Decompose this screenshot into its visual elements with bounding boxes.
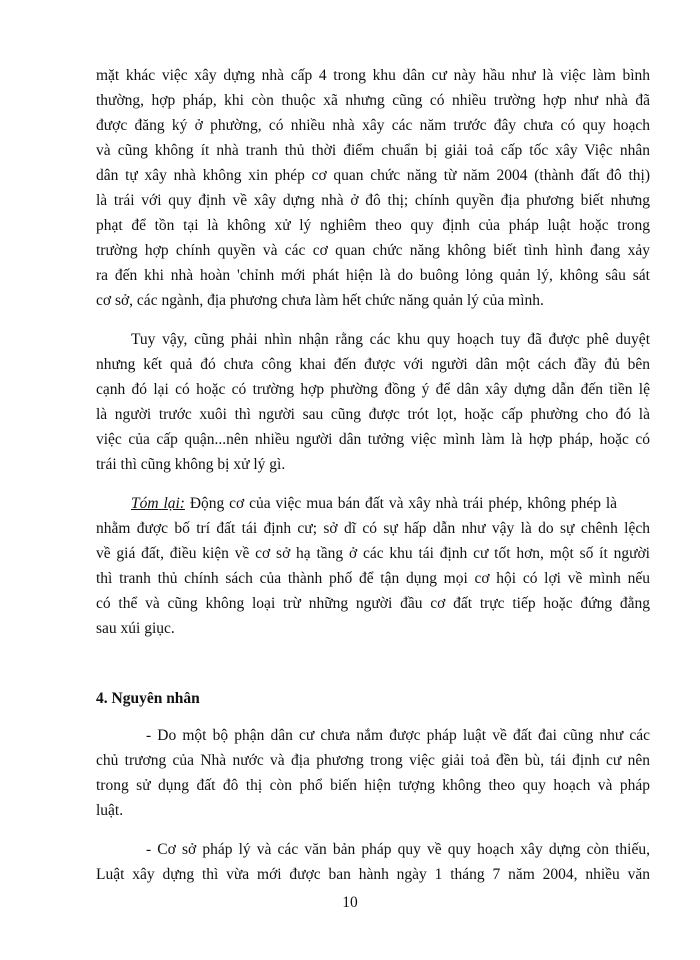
paragraph-1-line: được đăng ký ở phường, có nhiều nhà xây các năm trước đây chưa có quy hoạch (96, 117, 650, 134)
paragraph-1-line: dân tự xây nhà không xin phép cơ quan chức năng từ năm 2004 (thành đất đô thị) (96, 167, 650, 184)
paragraph-1-line: mặt khác việc xây dựng nhà cấp 4 trong khu dân cư này hầu như là việc làm bình (96, 67, 650, 84)
section-heading: 4. Nguyên nhân (96, 690, 200, 707)
paragraph-2-line: trái thì cũng không bị xử lý gì. (96, 456, 286, 473)
page-number: 10 (342, 894, 358, 911)
paragraph-5-line: Luật xây dựng thì vừa mới được ban hành ngày 1 tháng 7 năm 2004, nhiều văn (96, 866, 650, 883)
summary-label: Tóm lại: (131, 495, 185, 512)
paragraph-1-line: phạt để tồn tại là không xử lý nghiêm theo quy định của pháp luật hoặc trong (96, 217, 650, 234)
paragraph-1-line: cơ sở, các ngành, địa phương chưa làm hết chức năng quản lý của mình. (96, 292, 544, 309)
paragraph-1-line: ra đến khi nhà hoàn 'chỉnh mới phát hiện là do buông lỏng quản lý, không sâu sát (96, 267, 650, 284)
paragraph-4-line: - Do một bộ phận dân cư chưa nắm được pháp luật về đất đai cũng như các (146, 727, 650, 744)
paragraph-4-line: trong sử dụng đất đô thị còn phổ biến hiện tượng không theo quy hoạch và pháp (96, 777, 650, 794)
paragraph-4-line: chủ trương của Nhà nước và địa phương trong việc giải toả đền bù, tái định cư nên (96, 752, 650, 769)
paragraph-3-first-line (131, 494, 650, 514)
paragraph-2-line: cạnh đó lại có hoặc có trường hợp phường đồng ý để dân xây dựng dẫn đến tiền lệ (96, 381, 650, 398)
paragraph-2-line: Tuy vậy, cũng phải nhìn nhận rằng các khu quy hoạch tuy đã được phê duyệt (131, 331, 650, 348)
paragraph-3-line: nhằm được bố trí đất tái định cư; sở dĩ có sự hấp dẫn như vậy là do sự chênh lệch (96, 520, 650, 537)
paragraph-2-line: là người trước xuôi thì người sau cũng được trót lọt, hoặc cấp phường cho đó là (96, 406, 650, 423)
paragraph-2-line: việc của cấp quận...nên nhiều người dân tưởng việc mình làm là hợp pháp, hoặc có (96, 431, 650, 448)
paragraph-4-line: luật. (96, 802, 124, 819)
paragraph-3-line: có thể và cũng không loại trừ những người đầu cơ đất trực tiếp hoặc đứng đằng (96, 595, 650, 612)
paragraph-3-line: sau xúi giục. (96, 620, 175, 637)
paragraph-1-line: và cũng không ít nhà tranh thủ thời điểm chuẩn bị giải toả cấp tốc xây Việc nhân (96, 142, 650, 159)
paragraph-3-line: về giá đất, điều kiện về cơ sở hạ tầng ở các khu tái định cư tốt hơn, một số ít người (96, 545, 650, 562)
paragraph-1-line: trường hợp chính quyền và các cơ quan chức năng không biết tình hình đang xảy (96, 242, 650, 259)
paragraph-3-line: Động cơ của việc mua bán đất và xây nhà trái phép, không phép là (184, 495, 618, 512)
paragraph-2-line: nhưng kết quả đó chưa công khai đến được với người dân một cách đầy đủ bên (96, 356, 650, 373)
paragraph-1-line: thường, hợp pháp, khi còn thuộc xã nhưng cũng có nhiều trường hợp như nhà đã (96, 92, 650, 109)
paragraph-3-line: thì tranh thủ chính sách của thành phố để tận dụng mọi cơ hội có lợi về mình nếu (96, 570, 650, 587)
paragraph-5-line: - Cơ sở pháp lý và các văn bản pháp quy về quy hoạch xây dựng còn thiếu, (146, 841, 650, 858)
paragraph-1-line: là trái với quy định về xây dựng nhà ở đô thị; chính quyền địa phương biết nhưng (96, 192, 650, 209)
